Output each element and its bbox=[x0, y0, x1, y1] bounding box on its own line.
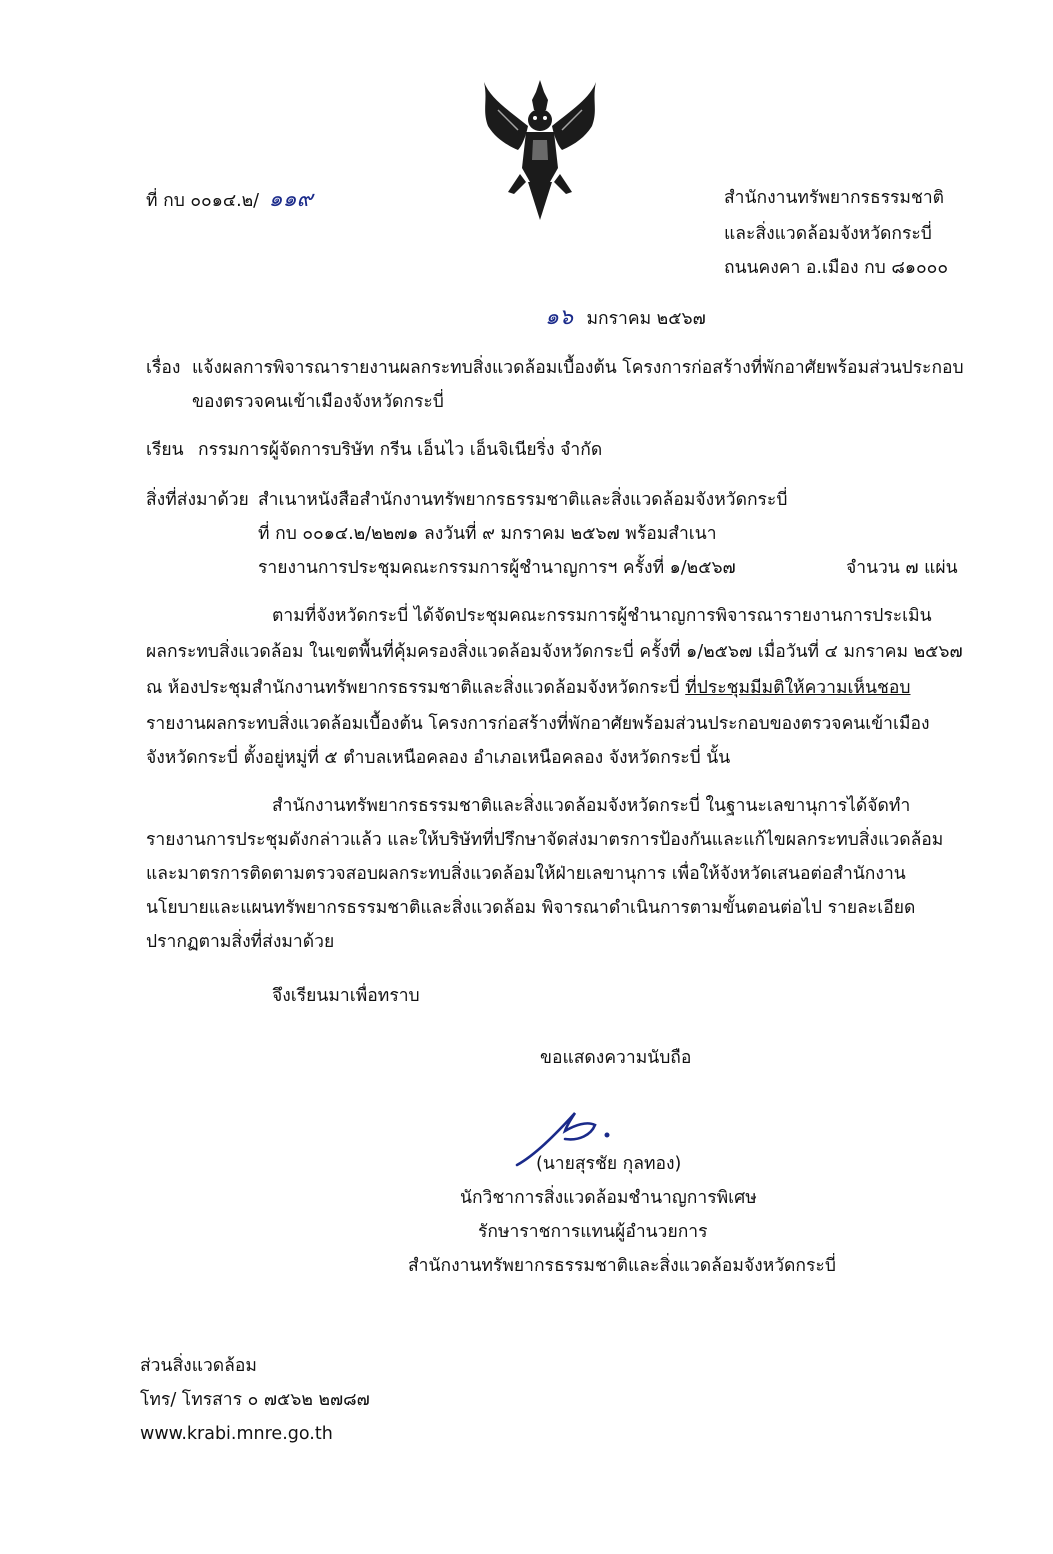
reference-number bbox=[146, 188, 313, 213]
signer-acting: รักษาราชการแทนผู้อำนวยการ bbox=[478, 1222, 708, 1242]
agency-line-1: สำนักงานทรัพยากรธรรมชาติ bbox=[724, 188, 945, 208]
para1-line-4: รายงานผลกระทบสิ่งแวดล้อมเบื้องต้น โครงการก่อสร้างที่พักอาศัยพร้อมส่วนประกอบของตรวจคนเข้าเมือง bbox=[146, 714, 930, 734]
garuda-emblem-icon bbox=[478, 70, 602, 230]
para1-line-2: ผลกระทบสิ่งแวดล้อม ในเขตพื้นที่คุ้มครองสิ่งแวดล้อมจังหวัดกระบี่ ครั้งที่ ๑/๒๕๖๗ เมื่อวันที่ ๔ มกราคม ๒๕๖๗ bbox=[146, 642, 963, 662]
letter-date bbox=[545, 306, 706, 331]
para2-line-4: นโยบายและแผนทรัพยากรธรรมชาติและสิ่งแวดล้อม พิจารณาดำเนินการตามขั้นตอนต่อไป รายละเอียด bbox=[146, 898, 916, 918]
enclosure-count: จำนวน ๗ แผ่น bbox=[846, 558, 958, 578]
enclosure-line-2: ที่ กบ ๐๐๑๔.๒/๒๒๗๑ ลงวันที่ ๙ มกราคม ๒๕๖๗ พร้อมสำเนา bbox=[258, 524, 717, 544]
enclosure-line-3: รายงานการประชุมคณะกรรมการผู้ชำนาญการฯ ครั้งที่ ๑/๒๕๖๗ bbox=[258, 558, 736, 578]
date-day-handwritten: ๑๖ bbox=[545, 305, 573, 330]
para1-line-3-underlined: ที่ประชุมมีมติให้ความเห็นชอบ bbox=[685, 678, 911, 698]
footer-division: ส่วนสิ่งแวดล้อม bbox=[140, 1356, 257, 1376]
reference-number-handwritten: ๑๑๙ bbox=[268, 187, 313, 212]
signer-name: (นายสุรชัย กุลทอง) bbox=[536, 1154, 682, 1174]
signer-position: นักวิชาการสิ่งแวดล้อมชำนาญการพิเศษ bbox=[460, 1188, 757, 1208]
para1-line-5: จังหวัดกระบี่ ตั้งอยู่หมู่ที่ ๕ ตำบลเหนือคลอง อำเภอเหนือคลอง จังหวัดกระบี่ นั้น bbox=[146, 748, 731, 768]
reference-prefix: ที่ กบ ๐๐๑๔.๒/ bbox=[146, 191, 260, 211]
para1-line-1: ตามที่จังหวัดกระบี่ ได้จัดประชุมคณะกรรมการผู้ชำนาญการพิจารณารายงานการประเมิน bbox=[272, 606, 932, 626]
para1-line-3 bbox=[146, 676, 910, 700]
recipient-label: เรียน bbox=[146, 440, 184, 460]
recipient-text: กรรมการผู้จัดการบริษัท กรีน เอ็นไว เอ็นจิเนียริ่ง จำกัด bbox=[198, 440, 603, 460]
footer-website: www.krabi.mnre.go.th bbox=[140, 1424, 333, 1444]
subject-label: เรื่อง bbox=[146, 358, 181, 378]
date-month-year: มกราคม ๒๕๖๗ bbox=[586, 309, 706, 329]
enclosure-line-1: สำเนาหนังสือสำนักงานทรัพยากรธรรมชาติและสิ่งแวดล้อมจังหวัดกระบี่ bbox=[258, 490, 788, 510]
subject-line-1: แจ้งผลการพิจารณารายงานผลกระทบสิ่งแวดล้อมเบื้องต้น โครงการก่อสร้างที่พักอาศัยพร้อมส่วนประกอบ bbox=[192, 358, 964, 378]
para2-line-2: รายงานการประชุมดังกล่าวแล้ว และให้บริษัทที่ปรึกษาจัดส่งมาตรการป้องกันและแก้ไขผลกระทบสิ่งแวดล้อม bbox=[146, 830, 944, 850]
salutation: ขอแสดงความนับถือ bbox=[540, 1048, 692, 1068]
para2-line-5: ปรากฏตามสิ่งที่ส่งมาด้วย bbox=[146, 932, 335, 952]
subject-line-2: ของตรวจคนเข้าเมืองจังหวัดกระบี่ bbox=[192, 392, 444, 412]
para1-line-3-start: ณ ห้องประชุมสำนักงานทรัพยากรธรรมชาติและสิ่งแวดล้อมจังหวัดกระบี่ bbox=[146, 678, 680, 698]
closing-line: จึงเรียนมาเพื่อทราบ bbox=[272, 986, 420, 1006]
signer-office: สำนักงานทรัพยากรธรรมชาติและสิ่งแวดล้อมจังหวัดกระบี่ bbox=[408, 1256, 836, 1276]
footer-phone: โทร/ โทรสาร ๐ ๗๕๖๒ ๒๗๘๗ bbox=[140, 1390, 370, 1410]
agency-line-2: และสิ่งแวดล้อมจังหวัดกระบี่ bbox=[724, 224, 932, 244]
enclosure-label: สิ่งที่ส่งมาด้วย bbox=[146, 490, 249, 510]
agency-line-3: ถนนคงคา อ.เมือง กบ ๘๑๐๐๐ bbox=[724, 258, 948, 278]
para2-line-3: และมาตรการติดตามตรวจสอบผลกระทบสิ่งแวดล้อมให้ฝ่ายเลขานุการ เพื่อให้จังหวัดเสนอต่อสำนักงาน bbox=[146, 864, 906, 884]
para2-line-1: สำนักงานทรัพยากรธรรมชาติและสิ่งแวดล้อมจังหวัดกระบี่ ในฐานะเลขานุการได้จัดทำ bbox=[272, 796, 911, 816]
